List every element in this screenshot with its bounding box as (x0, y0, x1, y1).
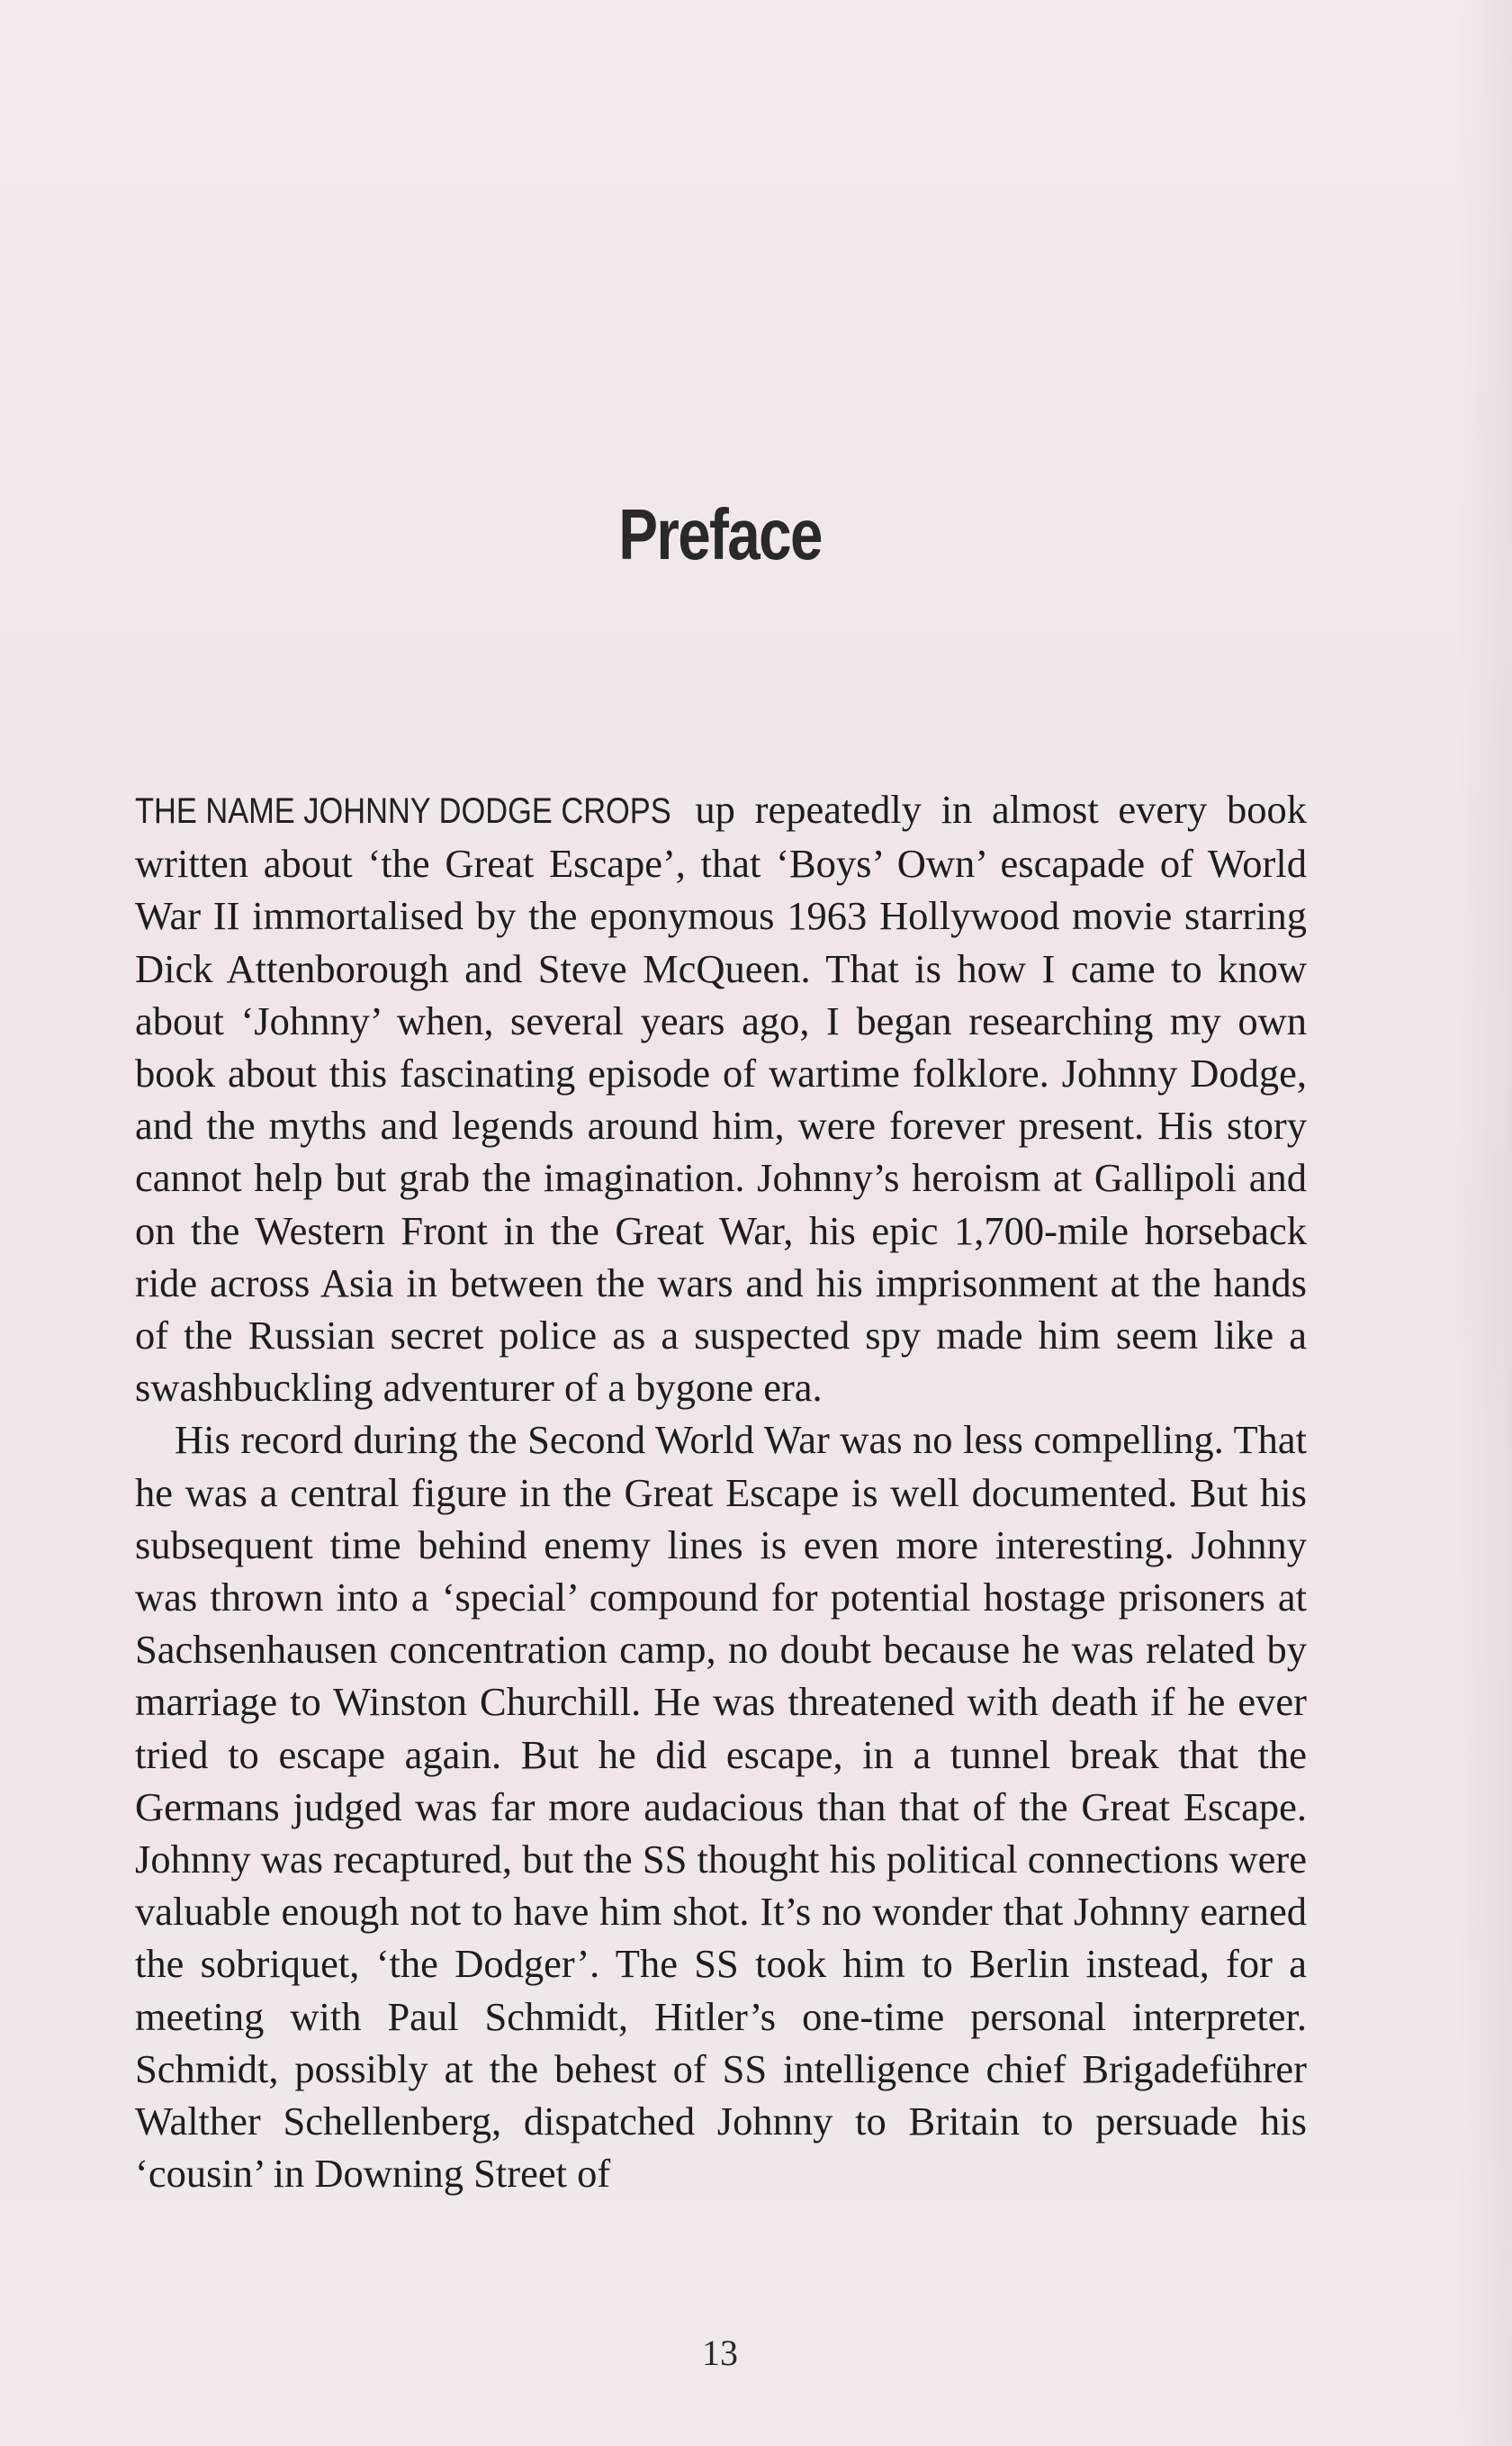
body-text (135, 783, 1307, 2199)
lead-in-caps: THE NAME JOHNNY DODGE CROPS (135, 791, 671, 831)
chapter-title: Preface (618, 494, 822, 574)
page-number: 13 (702, 2333, 738, 2373)
paragraph-1-text: up repeatedly in almost every book written about ‘the Great Escape’, that ‘Boys’ Own’ escapade of World War II immortalised by the eponymous 1963 Hollywood movie starring Dick Attenborough and Steve McQueen. That is how I came to know about ‘Johnny’ when, several years ago, I began researching my own book about this fascinating episode of wartime folklore. Johnny Dodge, and the myths and legends around him, were forever present. His story cannot help but grab the imagination. Johnny’s heroism at Gallipoli and on the Western Front in the Great War, his epic 1,700-mile horseback ride across Asia in between the wars and his imprisonment at the hands of the Russian secret police as a suspected spy made him seem like a swashbuckling adventurer of a bygone era. (135, 787, 1307, 1411)
page-edge-shadow (1458, 0, 1512, 2446)
paragraph-2: His record during the Second World War was no less compelling. That he was a central figure in the Great Escape is well documented. But his subsequent time behind enemy lines is even more interesting. Johnny was thrown into a ‘special’ compound for potential hostage prisoners at Sachsenhausen concentration camp, no doubt because he was related by marriage to Winston Churchill. He was threatened with death if he ever tried to escape again. But he did escape, in a tunnel break that the Germans judged was far more audacious than that of the Great Escape. Johnny was recaptured, but the SS thought his political connections were valuable enough not to have him shot. It’s no wonder that Johnny earned the sobriquet, ‘the Dodger’. The SS took him to Berlin instead, for a meeting with Paul Schmidt, Hitler’s one-time personal interpreter. Schmidt, possibly at the behest of SS intelligence chief Brigadeführer Walther Schellenberg, dispatched Johnny to Britain to persuade his ‘cousin’ in Downing Street of (135, 1417, 1307, 2197)
paragraph-1 (135, 783, 1307, 1413)
